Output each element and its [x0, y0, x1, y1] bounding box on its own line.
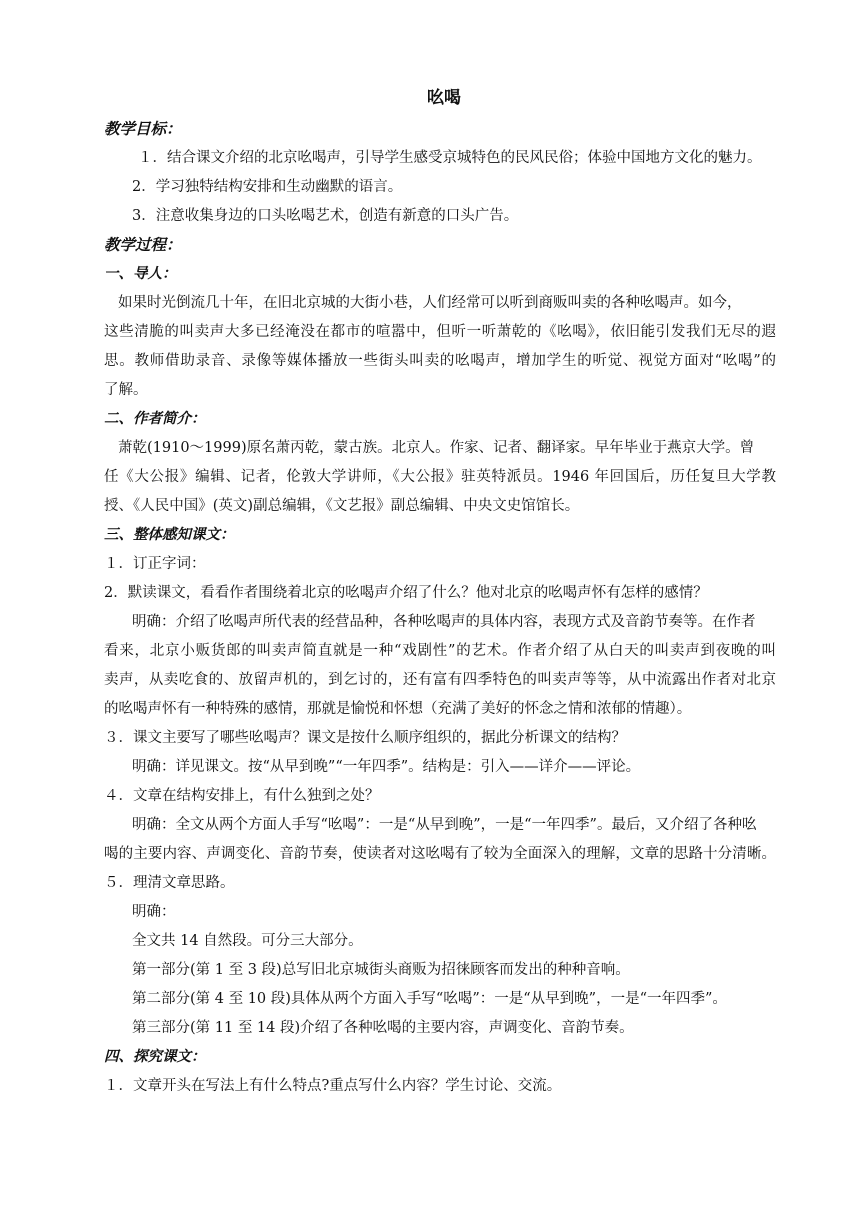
section-heading: 二、作者简介：: [104, 410, 206, 427]
list-item: １．文章开头在写法上有什么特点?重点写什么内容？学生讨论、交流。: [104, 1078, 562, 1094]
list-item: １．订正字词：: [104, 556, 206, 572]
section-heading: 一、导人：: [104, 265, 177, 282]
paragraph-line: 任《大公报》编辑、记者，伦敦大学讲师，《大公报》驻英特派员。1946 年回国后，历任复旦大学教: [104, 469, 776, 485]
paragraph-line: 第三部分(第 11 至 14 段)介绍了各种吆喝的主要内容，声调变化、音韵节奏。: [132, 1020, 634, 1036]
paragraph-line: 思。教师借助录音、录像等媒体播放一些街头叫卖的吆喝声，增加学生的听觉、视觉方面对“吆喝”的: [104, 353, 776, 369]
list-item: ５．理清文章思路。: [104, 875, 235, 891]
list-item: ３．课文主要写了哪些吆喝声？课文是按什么顺序组织的，据此分析课文的结构？: [104, 730, 626, 746]
process-heading: 教学过程：: [104, 235, 182, 254]
paragraph-line: 这些清脆的叫卖声大多已经淹没在都市的喧嚣中，但听一听萧乾的《吆喝》，依旧能引发我们无尽的遐: [104, 324, 776, 340]
list-item: ４．文章在结构安排上，有什么独到之处？: [104, 788, 380, 804]
paragraph-line: 明确：: [132, 904, 176, 920]
paragraph-line: 卖声，从卖吃食的、放留声机的，到乞讨的，还有富有四季特色的叫卖声等等，从中流露出作者对北京: [104, 672, 776, 688]
paragraph-line: 喝的主要内容、声调变化、音韵节奏，使读者对这吆喝有了较为全面深入的理解，文章的思路十分清晰。: [104, 846, 776, 862]
goal-item: １．结合课文介绍的北京吆喝声，引导学生感受京城特色的民风民俗；体验中国地方文化的魅力。: [138, 150, 762, 166]
paragraph-line: 授、《人民中国》(英文)副总编辑，《文艺报》副总编辑、中央文史馆馆长。: [104, 498, 580, 514]
paragraph-line: 的吆喝声怀有一种特殊的感情，那就是愉悦和怀想（充满了美好的怀念之情和浓郁的情趣）。: [104, 701, 692, 717]
paragraph-line: 看来，北京小贩货郎的叫卖声简直就是一种“戏剧性”的艺术。作者介绍了从白天的叫卖声到夜晚的叫: [104, 643, 776, 659]
paragraph-line: 明确：详见课文。按“从早到晚”“一年四季”。结构是：引入——详介——评论。: [132, 759, 641, 775]
paragraph-line: 如果时光倒流几十年，在旧北京城的大街小巷，人们经常可以听到商贩叫卖的各种吆喝声。如今，: [118, 295, 742, 311]
paragraph-line: 第一部分(第 1 至 3 段)总写旧北京城街头商贩为招徕顾客而发出的种种音响。: [132, 962, 630, 978]
goal-item: 3．注意收集身边的口头吆喝艺术，创造有新意的口头广告。: [132, 208, 519, 224]
section-heading: 四、探究课文：: [104, 1048, 206, 1065]
list-item: 2．默读课文，看看作者围绕着北京的吆喝声介绍了什么？他对北京的吆喝声怀有怎样的感情？: [104, 585, 708, 601]
paragraph-line: 了解。: [104, 382, 148, 398]
paragraph-line: 明确：介绍了吆喝声所代表的经营品种，各种吆喝声的具体内容，表现方式及音韵节奏等。在作者: [132, 614, 756, 630]
paragraph-line: 全文共 14 自然段。可分三大部分。: [132, 933, 363, 949]
section-heading: 三、整体感知课文：: [104, 526, 235, 543]
paragraph-line: 萧乾(1910～1999)原名萧丙乾，蒙古族。北京人。作家、记者、翻译家。早年毕业于燕京大学。曾: [118, 440, 755, 456]
document-title: 吆喝: [427, 88, 461, 108]
paragraph-line: 第二部分(第 4 至 10 段)具体从两个方面入手写“吆喝”：一是“从早到晚”，一是“一年四季”。: [132, 991, 727, 1007]
paragraph-line: 明确：全文从两个方面人手写“吆喝”：一是“从早到晚”，一是“一年四季”。最后，又介绍了各种吆: [132, 817, 757, 833]
goals-heading: 教学目标：: [104, 119, 182, 138]
goal-item: 2．学习独特结构安排和生动幽默的语言。: [132, 179, 403, 195]
